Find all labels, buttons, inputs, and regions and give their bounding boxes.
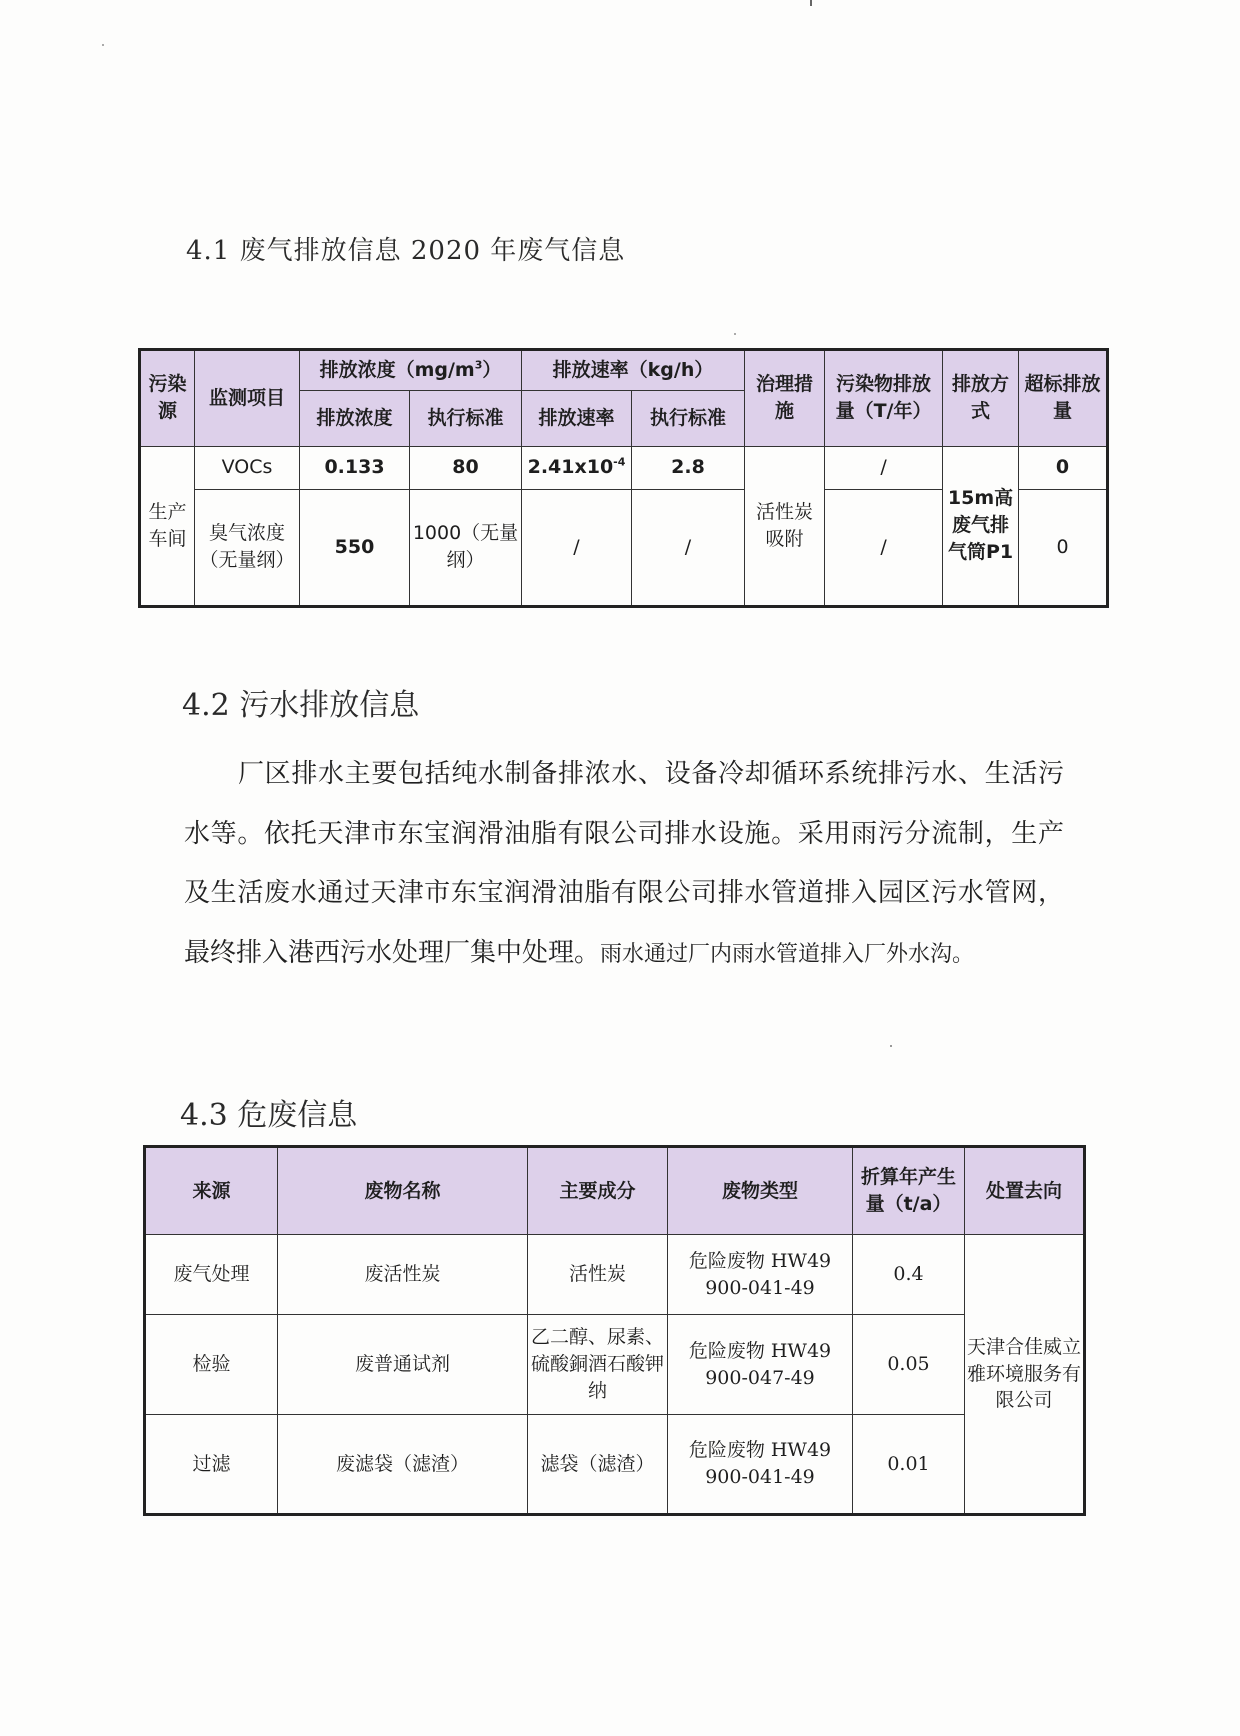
composition-cell: 滤袋（滤渣） <box>528 1415 668 1515</box>
header-composition: 主要成分 <box>528 1147 668 1235</box>
header-method: 排放方式 <box>943 350 1019 447</box>
scan-speck <box>102 44 104 46</box>
table-row <box>140 446 1108 489</box>
table-row <box>145 1235 1085 1315</box>
header-conc: 排放浓度 <box>300 390 410 446</box>
name-cell: 废普通试剂 <box>278 1315 528 1415</box>
header-conc-group: 排放浓度$(mg/m^3)$ <box>300 350 522 391</box>
table-row <box>145 1415 1085 1515</box>
type-cell: 危险废物 HW49 900-041-49 <box>668 1415 853 1515</box>
scan-speck <box>890 1045 892 1047</box>
wastewater-paragraph <box>184 745 1064 984</box>
source-cell: 过滤 <box>145 1415 278 1515</box>
header-item: 监测项目 <box>195 350 300 447</box>
conc-std-cell: 80 <box>410 446 522 489</box>
amount-cell: / <box>825 489 943 606</box>
rate-std-cell: 2.8 <box>632 446 745 489</box>
name-cell: 废滤袋（滤渣） <box>278 1415 528 1515</box>
header-rate-group: 排放速率（kg/h） <box>522 350 745 391</box>
header-disposal: 处置去向 <box>965 1147 1085 1235</box>
scan-speck <box>734 333 736 335</box>
rate-cell: / <box>522 489 632 606</box>
exceed-cell: 0 <box>1019 446 1108 489</box>
exceed-cell: 0 <box>1019 489 1108 606</box>
conc-std-cell: 1000（无量纲） <box>410 489 522 606</box>
composition-cell: 活性炭 <box>528 1235 668 1315</box>
header-rate-std: 执行标准 <box>632 390 745 446</box>
header-treatment: 治理措施 <box>745 350 825 447</box>
header-annual: 折算年产生量（t/a） <box>853 1147 965 1235</box>
method-cell: 15m高废气排气筒P1 <box>943 446 1019 606</box>
type-cell: 危险废物 HW49 900-041-49 <box>668 1235 853 1315</box>
treatment-cell: 活性炭吸附 <box>745 446 825 606</box>
item-cell: VOCs <box>195 446 300 489</box>
header-type: 废物类型 <box>668 1147 853 1235</box>
header-exceed: 超标排放量 <box>1019 350 1108 447</box>
annual-cell: 0.01 <box>853 1415 965 1515</box>
annual-cell: 0.05 <box>853 1315 965 1415</box>
header-source: 来源 <box>145 1147 278 1235</box>
exhaust-emission-table <box>138 348 1109 608</box>
section-42-heading: 4.2 污水排放信息 <box>182 688 420 723</box>
section-43-heading: 4.3 危废信息 <box>180 1098 358 1133</box>
table-row <box>145 1315 1085 1415</box>
header-name: 废物名称 <box>278 1147 528 1235</box>
source-cell: 检验 <box>145 1315 278 1415</box>
rate-cell: $2.41x10^{-4}$ <box>522 446 632 489</box>
annual-cell: 0.4 <box>853 1235 965 1315</box>
section-41-heading: 4.1 废气排放信息 2020 年废气信息 <box>186 236 626 266</box>
scan-mark <box>810 0 812 6</box>
source-cell: 生产车间 <box>140 446 195 606</box>
type-cell: 危险废物 HW49 900-047-49 <box>668 1315 853 1415</box>
conc-cell: 550 <box>300 489 410 606</box>
disposal-cell: 天津合佳威立雅环境服务有限公司 <box>965 1235 1085 1515</box>
source-cell: 废气处理 <box>145 1235 278 1315</box>
header-amount: 污染物排放量（T/年） <box>825 350 943 447</box>
paragraph-tail: 雨水通过厂内雨水管道排入厂外水沟。 <box>600 941 975 967</box>
composition-cell: 乙二醇、尿素、硫酸銅酒石酸钾纳 <box>528 1315 668 1415</box>
hazardous-waste-table <box>143 1145 1086 1516</box>
paragraph-main: 厂区排水主要包括纯水制备排浓水、设备冷却循环系统排污水、生活污水等。依托天津市东宝润滑油脂有限公司排水设施。采用雨污分流制，生产及生活废水通过天津市东宝润滑油脂有限公司排水管道排入园区污水管网，最终排入港西污水处理厂集中处理。 <box>184 759 1064 968</box>
item-cell: 臭气浓度（无量纲） <box>195 489 300 606</box>
amount-cell: / <box>825 446 943 489</box>
header-source: 污染源 <box>140 350 195 447</box>
header-rate: 排放速率 <box>522 390 632 446</box>
rate-std-cell: / <box>632 489 745 606</box>
conc-cell: 0.133 <box>300 446 410 489</box>
name-cell: 废活性炭 <box>278 1235 528 1315</box>
header-conc-std: 执行标准 <box>410 390 522 446</box>
